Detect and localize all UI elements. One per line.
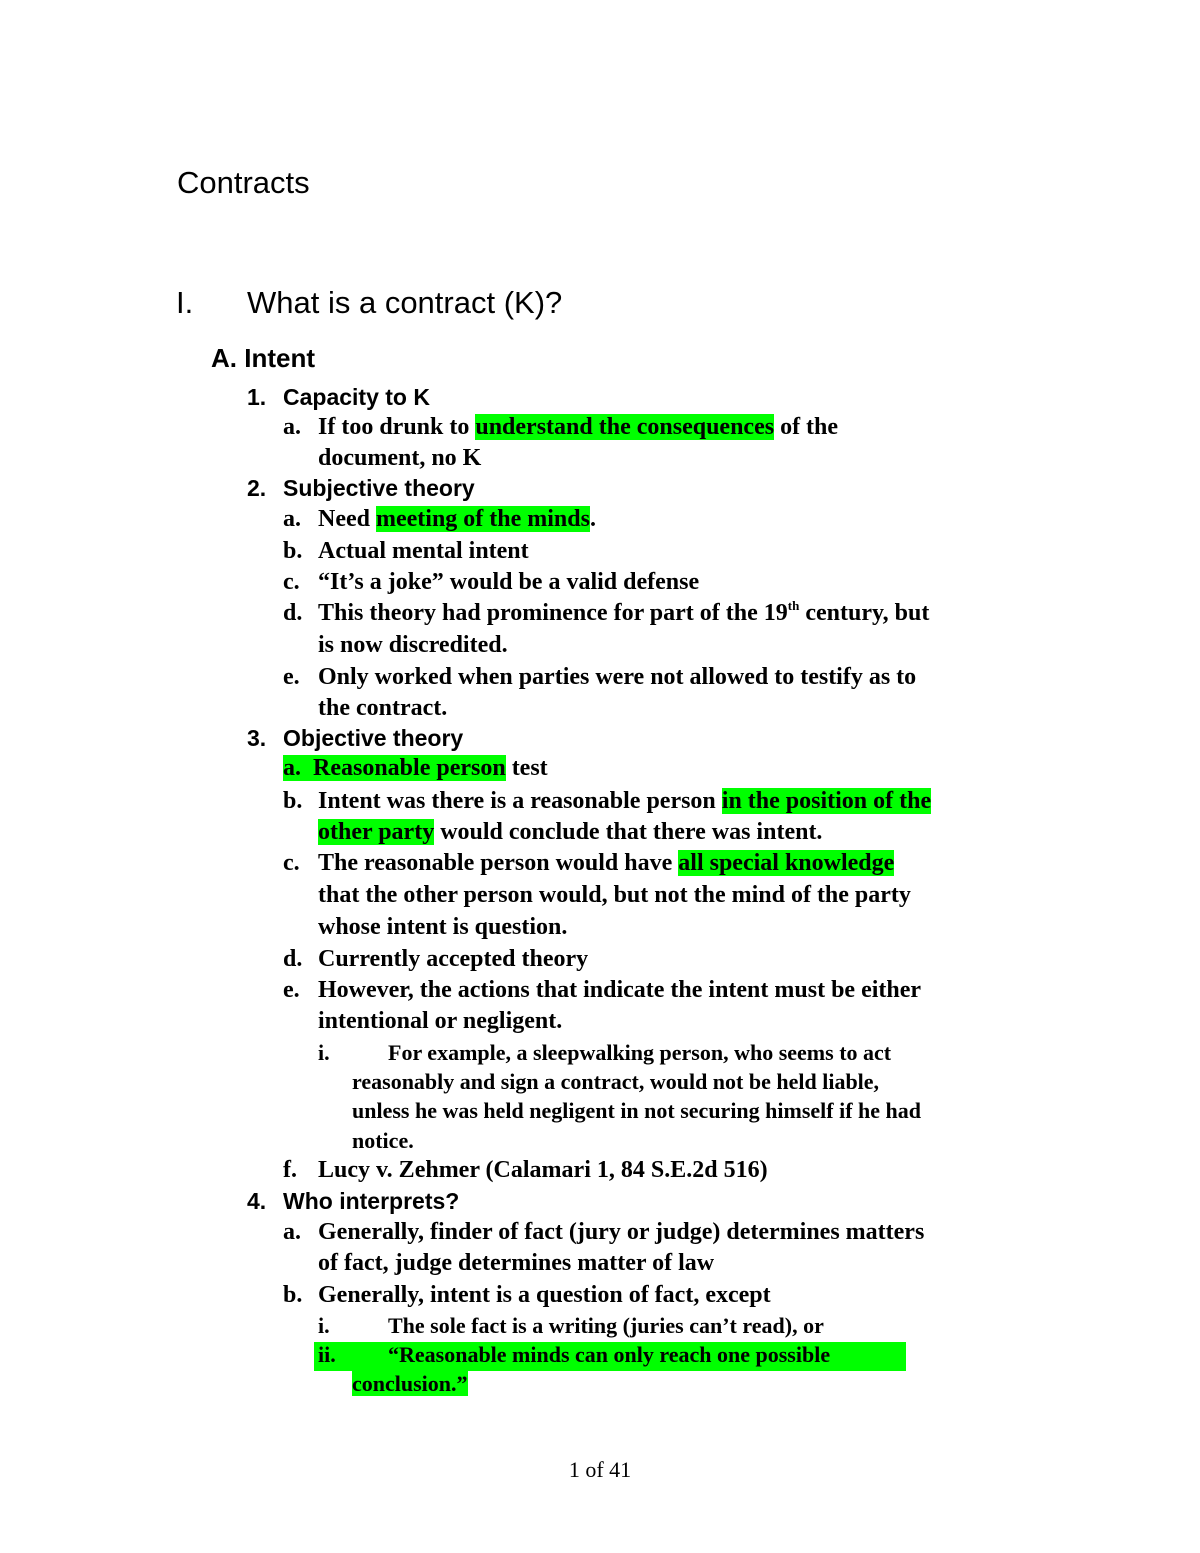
list-item-subjective-a: Need meeting of the minds.	[318, 506, 596, 532]
list-item-continuation: of fact, judge determines matter of law	[318, 1250, 715, 1276]
list-item-continuation	[352, 1371, 468, 1397]
section-title: What is a contract (K)?	[247, 285, 563, 320]
subsection-heading: A. Intent	[211, 343, 315, 373]
item-letter: f.	[283, 1157, 297, 1183]
list-item-continuation: that the other person would, but not the mind of the party	[318, 882, 911, 908]
item-letter: a.	[283, 755, 313, 781]
highlight: understand the consequences	[475, 414, 775, 440]
section-number: I.	[176, 285, 194, 320]
list-item-interprets-b-i: The sole fact is a writing (juries can’t read), or	[388, 1313, 824, 1338]
item-letter: e.	[283, 977, 300, 1003]
heading-who-interprets: Who interprets?	[283, 1188, 460, 1214]
list-item-continuation: intentional or negligent.	[318, 1008, 563, 1034]
heading-capacity: Capacity to K	[283, 384, 430, 410]
list-item-interprets-b-ii: “Reasonable minds can only reach one possible	[388, 1342, 831, 1367]
list-item-objective-d: Currently accepted theory	[318, 946, 589, 972]
heading-number: 4.	[247, 1188, 267, 1214]
list-item-subjective-d: This theory had prominence for part of the 19th century, but	[318, 598, 930, 626]
highlight: all special knowledge	[678, 850, 895, 876]
item-letter: b.	[283, 788, 303, 814]
item-roman: i.	[318, 1313, 330, 1338]
heading-number: 3.	[247, 725, 267, 751]
list-item-continuation: the contract.	[318, 695, 448, 721]
item-letter: b.	[283, 538, 303, 564]
list-item-objective-e: However, the actions that indicate the intent must be either	[318, 977, 922, 1003]
list-item-continuation: notice.	[352, 1128, 414, 1153]
item-roman: i.	[318, 1040, 330, 1065]
list-item-objective-e-i: For example, a sleepwalking person, who seems to act	[388, 1040, 892, 1065]
highlight: conclusion.”	[352, 1371, 468, 1396]
item-roman: ii.	[318, 1342, 336, 1367]
item-letter: c.	[283, 850, 300, 876]
heading-subjective-theory: Subjective theory	[283, 475, 475, 501]
document-title: Contracts	[177, 165, 310, 200]
list-item-interprets-b: Generally, intent is a question of fact, except	[318, 1282, 771, 1308]
item-letter: b.	[283, 1282, 303, 1308]
list-item-continuation: unless he was held negligent in not securing himself if he had	[352, 1098, 922, 1123]
list-item-continuation: other party would conclude that there was intent.	[318, 819, 823, 845]
list-item-objective-c: The reasonable person would have all special knowledge	[318, 850, 895, 876]
highlight: other party	[318, 819, 435, 845]
list-item-interprets-a: Generally, finder of fact (jury or judge) determines matters	[318, 1219, 925, 1245]
list-item-subjective-c: “It’s a joke” would be a valid defense	[318, 569, 700, 595]
list-item-objective-a: a. Reasonable person test	[283, 755, 548, 781]
list-item-continuation: reasonably and sign a contract, would not be held liable,	[352, 1069, 880, 1094]
item-letter: a.	[283, 506, 301, 532]
item-letter: d.	[283, 946, 303, 972]
list-item-continuation: whose intent is question.	[318, 914, 568, 940]
item-letter: e.	[283, 664, 300, 690]
list-item-subjective-e: Only worked when parties were not allowed to testify as to	[318, 664, 917, 690]
list-item-objective-f: Lucy v. Zehmer (Calamari 1, 84 S.E.2d 516)	[318, 1157, 768, 1183]
highlight: Reasonable person	[313, 755, 506, 781]
heading-objective-theory: Objective theory	[283, 725, 464, 751]
highlight: in the position of the	[721, 788, 932, 814]
list-item-continuation: is now discredited.	[318, 632, 508, 658]
list-item-subjective-b: Actual mental intent	[318, 538, 529, 564]
heading-number: 2.	[247, 475, 267, 501]
list-item-continuation: document, no K	[318, 445, 482, 471]
item-letter: d.	[283, 600, 303, 626]
item-letter: c.	[283, 569, 300, 595]
page-number: 1 of 41	[568, 1457, 632, 1482]
item-letter: a.	[283, 414, 301, 440]
list-item-capacity-a: If too drunk to understand the consequences of the	[318, 414, 839, 440]
list-item-objective-b: Intent was there is a reasonable person in the position of the	[318, 788, 932, 814]
highlight: meeting of the minds	[375, 506, 590, 532]
heading-number: 1.	[247, 384, 267, 410]
item-letter: a.	[283, 1219, 301, 1245]
